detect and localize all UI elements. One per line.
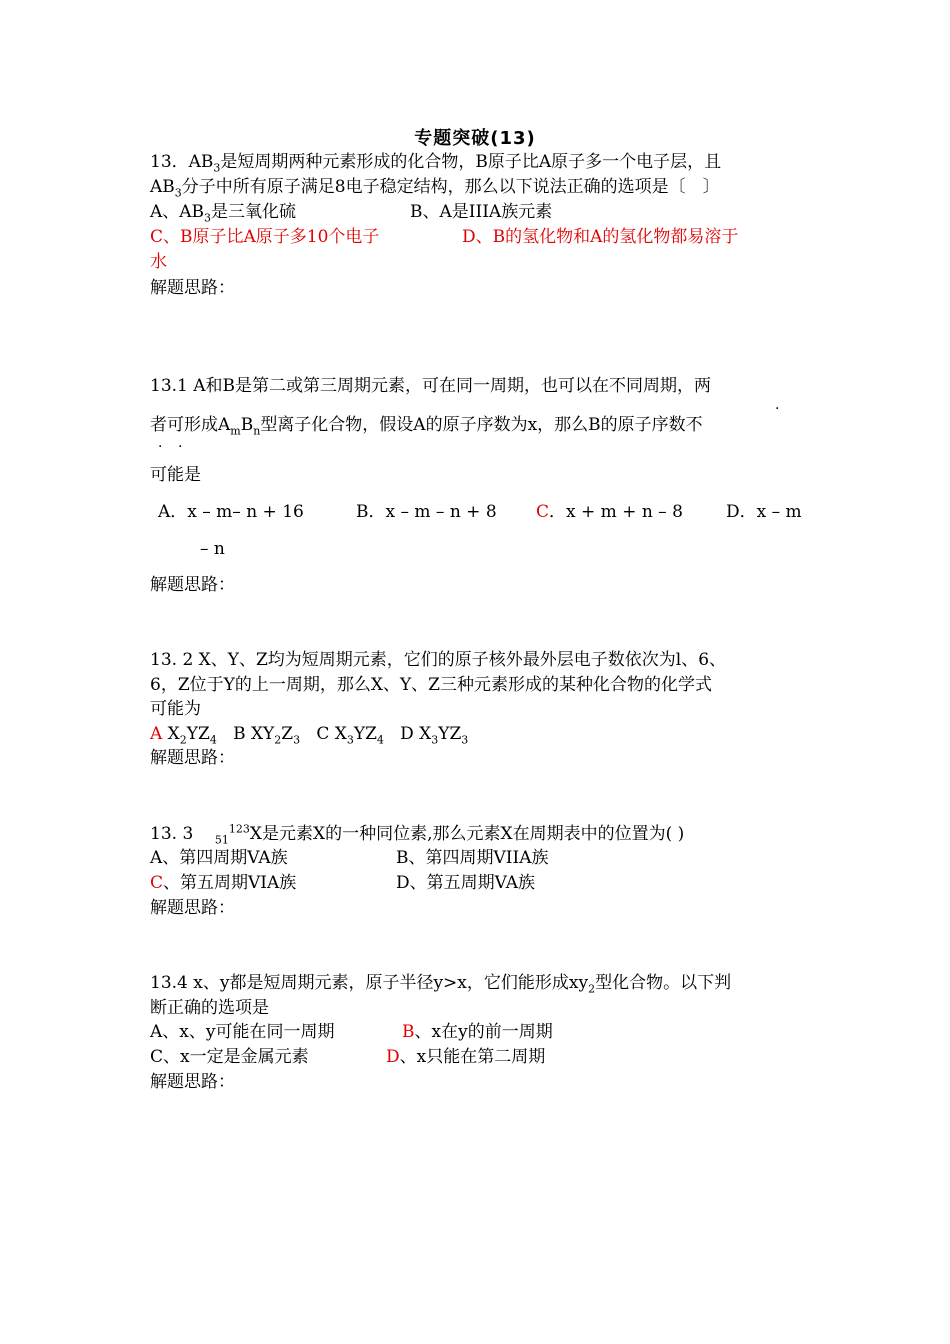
q132-line-3: 可能为 — [150, 699, 201, 719]
subscript: m — [230, 424, 241, 438]
subscript: 3 — [461, 733, 469, 747]
q13-hint: 解题思路： — [150, 278, 235, 298]
q131-line-1: 13.1 A和B是第二或第三周期元素，可在同一周期，也可以在不同周期，两 — [150, 376, 712, 396]
q13-text: 分子中所有原子满足8电子稳定结构，那么以下说法正确的选项是〔 〕 — [181, 177, 720, 197]
option-text: A、AB — [150, 202, 205, 222]
subscript: 3 — [431, 733, 439, 747]
emphasis-dot: · — [775, 401, 780, 417]
q13-option-d: D、B的氢化物和A的氢化物都易溶于 — [462, 227, 739, 247]
q134-hint: 解题思路： — [150, 1072, 235, 1092]
q131-text: B — [240, 415, 254, 435]
subscript: 4 — [209, 733, 217, 747]
option-text: ．x + m + n – 8 — [549, 502, 683, 522]
q131-text: 型离子化合物，假设A的原子序数为x，那么B的原子序数不 — [260, 415, 703, 435]
answer-letter: D — [386, 1047, 400, 1067]
option-text: YZ — [438, 724, 462, 744]
q134-option-b — [402, 1020, 553, 1044]
option-text: 、x在y的前一周期 — [414, 1022, 553, 1042]
subscript: 2 — [179, 733, 187, 747]
q131-line-3: 可能是 — [150, 465, 201, 485]
option-text: X — [162, 724, 180, 744]
q133-option-c — [150, 871, 296, 895]
question-number: 13. 3 — [150, 824, 194, 844]
q13-line-1 — [150, 150, 721, 174]
q131-option-d: D．x – m — [726, 502, 802, 522]
emphasis-dot: · — [158, 439, 163, 455]
q134-option-d — [386, 1045, 545, 1069]
q133-option-b: B、第四周期VIIA族 — [396, 848, 549, 868]
q134-line-1 — [150, 971, 731, 995]
q13-option-b: B、A是IIIA族元素 — [410, 202, 553, 222]
option-text: Z — [281, 724, 294, 744]
q13-text: 是短周期两种元素形成的化合物，B原子比A原子多一个电子层，且 — [220, 152, 722, 172]
mass-number: 123 — [228, 822, 250, 836]
option-text: D X — [400, 724, 432, 744]
q133-text: X是元素X的一种同位素,那么元素X在周期表中的位置为( ) — [249, 824, 685, 844]
q131-option-b: B．x – m – n + 8 — [356, 502, 497, 522]
q134-text: 型化合物。以下判 — [595, 973, 732, 993]
q13-line-2 — [150, 175, 720, 199]
option-text: YZ — [186, 724, 210, 744]
subscript: 4 — [376, 733, 384, 747]
option-text: C X — [316, 724, 347, 744]
q132-line-2: 6，Z位于Y的上一周期，那么X、Y、Z三种元素形成的某种化合物的化学式 — [150, 675, 712, 695]
q131-hint: 解题思路： — [150, 575, 235, 595]
q13-option-a — [150, 200, 296, 224]
q131-option-c — [536, 500, 683, 524]
q133-option-a: A、第四周期VA族 — [150, 848, 288, 868]
q13-option-c: C、B原子比A原子多10个电子 — [150, 227, 380, 247]
subscript: 2 — [274, 733, 282, 747]
q131-text: 者可形成A — [150, 415, 231, 435]
answer-letter: B — [402, 1022, 415, 1042]
q132-hint: 解题思路： — [150, 748, 235, 768]
q13-text: AB — [150, 177, 175, 197]
q134-line-2: 断正确的选项是 — [150, 998, 269, 1018]
subscript: 3 — [346, 733, 354, 747]
subscript: n — [253, 424, 261, 438]
emphasis-dot: · — [178, 439, 183, 455]
q133-option-d: D、第五周期VA族 — [396, 873, 536, 893]
q132-line-1: 13. 2 X、Y、Z均为短周期元素，它们的原子核外最外层电子数依次为l、6、 — [150, 650, 727, 670]
q131-option-a: A．x – m– n + 16 — [158, 502, 304, 522]
subscript: 2 — [588, 982, 596, 996]
answer-letter: C — [536, 502, 550, 522]
option-text: 是三氧化硫 — [211, 202, 297, 222]
q13-option-d-cont: 水 — [150, 252, 167, 272]
q13-text: 13．AB — [150, 152, 214, 172]
q133-hint: 解题思路： — [150, 898, 235, 918]
option-text: YZ — [353, 724, 377, 744]
q134-option-c: C、x一定是金属元素 — [150, 1047, 309, 1067]
q132-options — [150, 722, 468, 746]
q134-option-a: A、x、y可能在同一周期 — [150, 1022, 335, 1042]
option-text: 、第五周期VIA族 — [163, 873, 297, 893]
option-text: B XY — [233, 724, 275, 744]
subscript: 3 — [174, 186, 182, 200]
q131-option-d-cont: – n — [200, 539, 225, 559]
q133-line-1 — [150, 822, 684, 846]
subscript: 3 — [204, 211, 212, 225]
answer-letter: C — [150, 873, 164, 893]
q131-line-2 — [150, 413, 703, 437]
option-text: 、x只能在第二周期 — [399, 1047, 546, 1067]
page-title: 专题突破(13) — [414, 128, 536, 149]
subscript: 3 — [293, 733, 301, 747]
atomic-number: 51 — [214, 833, 229, 847]
answer-letter: A — [150, 724, 163, 744]
subscript: 3 — [213, 161, 221, 175]
q134-text: 13.4 x、y都是短周期元素，原子半径y>x，它们能形成xy — [150, 973, 589, 993]
